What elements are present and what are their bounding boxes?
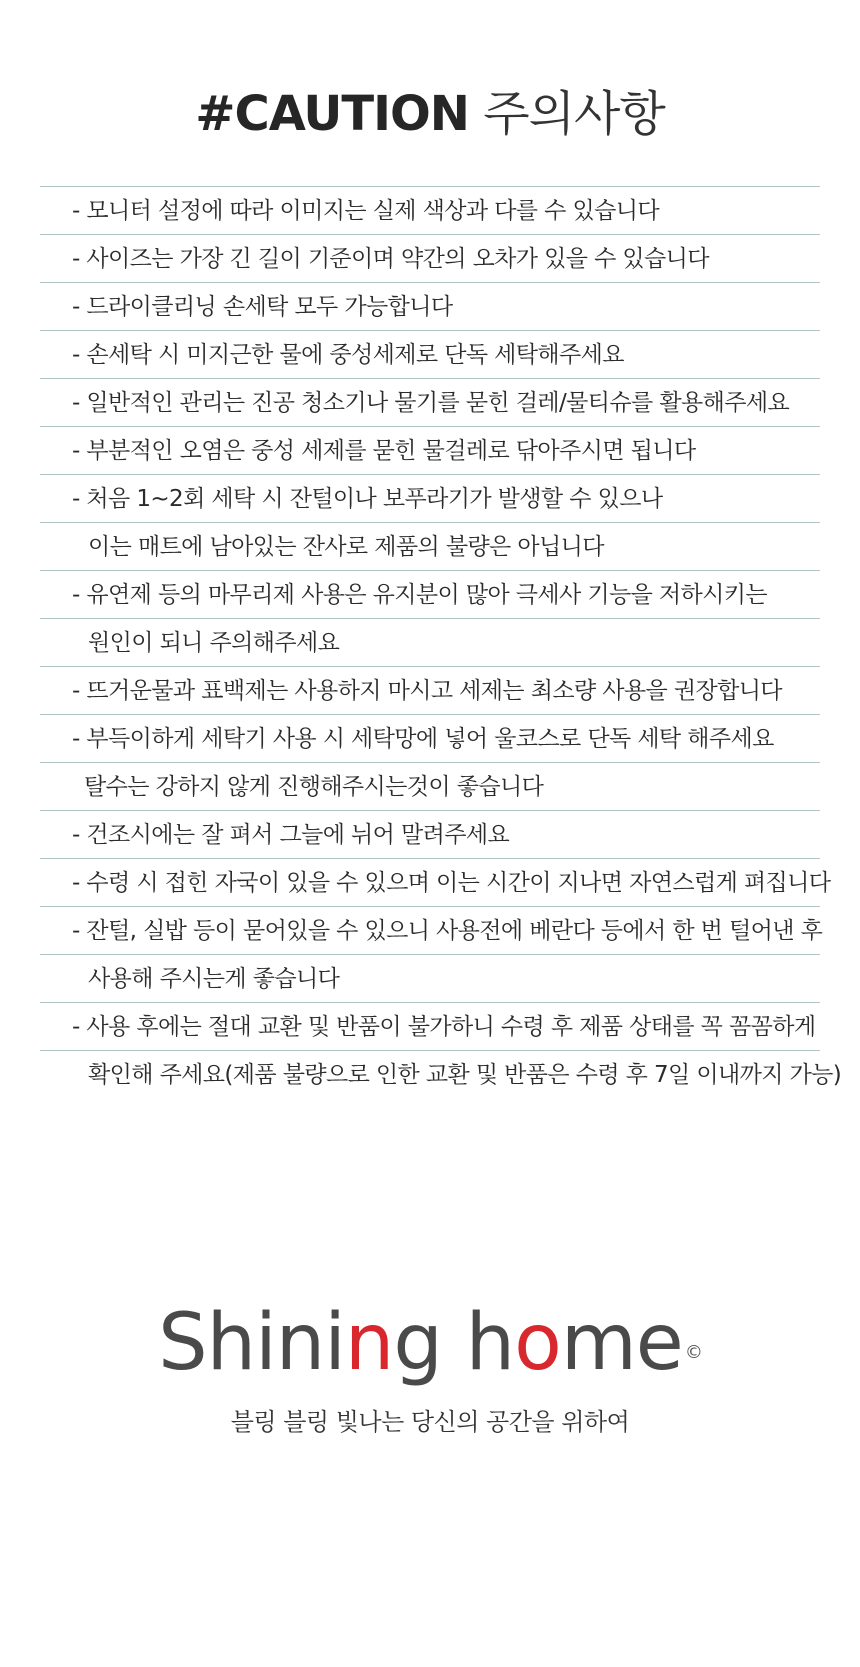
caution-item: - 사용 후에는 절대 교환 및 반품이 불가하니 수령 후 제품 상태를 꼭 꼼꼼하게 [40,1002,820,1050]
caution-item-continuation: 탈수는 강하지 않게 진행해주시는것이 좋습니다 [40,762,820,810]
caution-item-continuation: 확인해 주세요(제품 불량으로 인한 교환 및 반품은 수령 후 7일 이내까지 가능) [40,1050,820,1098]
brand-tagline: 블링 블링 빛나는 당신의 공간을 위하여 [230,1408,630,1436]
caution-item: - 건조시에는 잘 펴서 그늘에 뉘어 말려주세요 [40,810,820,858]
caution-item-continuation: 이는 매트에 남아있는 잔사로 제품의 불량은 아닙니다 [40,522,820,570]
title-korean: 주의사항 [483,86,665,142]
logo-red-house-o: o [514,1298,561,1388]
caution-item: - 수령 시 접힌 자국이 있을 수 있으며 이는 시간이 지나면 자연스럽게 펴집니다 [40,858,820,906]
caution-item: - 드라이클리닝 손세탁 모두 가능합니다 [40,282,820,330]
copyright-icon: © [684,1342,702,1363]
caution-item-continuation: 원인이 되니 주의해주세요 [40,618,820,666]
caution-item-continuation: 사용해 주시는게 좋습니다 [40,954,820,1002]
caution-item: - 잔털, 실밥 등이 묻어있을 수 있으니 사용전에 베란다 등에서 한 번 털어낸 후 [40,906,820,954]
logo-wordmark [158,1298,702,1388]
page-title [0,78,860,150]
logo-text-part2: g h [393,1298,515,1388]
logo-text-part1: Shini [158,1298,345,1388]
logo-red-n: n [344,1298,394,1388]
caution-item: - 손세탁 시 미지근한 물에 중성세제로 단독 세탁해주세요 [40,330,820,378]
caution-item: - 모니터 설정에 따라 이미지는 실제 색상과 다를 수 있습니다 [40,186,820,234]
caution-item: - 부분적인 오염은 중성 세제를 묻힌 물걸레로 닦아주시면 됩니다 [40,426,820,474]
logo-text-part3: me [560,1298,683,1388]
caution-item: - 일반적인 관리는 진공 청소기나 물기를 묻힌 걸레/물티슈를 활용해주세요 [40,378,820,426]
caution-item: - 부득이하게 세탁기 사용 시 세탁망에 넣어 울코스로 단독 세탁 해주세요 [40,714,820,762]
brand-logo [0,1298,860,1388]
caution-item: - 뜨거운물과 표백제는 사용하지 마시고 세제는 최소량 사용을 권장합니다 [40,666,820,714]
caution-list [40,186,842,1098]
caution-item: - 처음 1~2회 세탁 시 잔털이나 보푸라기가 발생할 수 있으나 [40,474,820,522]
caution-item: - 사이즈는 가장 긴 길이 기준이며 약간의 오차가 있을 수 있습니다 [40,234,820,282]
caution-item: - 유연제 등의 마무리제 사용은 유지분이 많아 극세사 기능을 저하시키는 [40,570,820,618]
title-caution: #CAUTION [195,86,469,142]
